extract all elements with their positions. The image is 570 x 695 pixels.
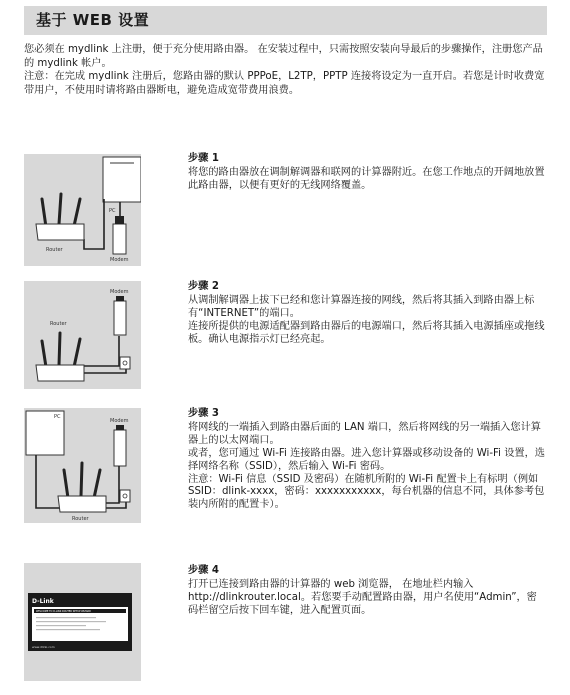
step4-text xyxy=(188,565,546,618)
step4-title: 步骤 4 xyxy=(188,565,220,576)
setup-wizard-heading: WELCOME TO D-LINK ROUTER SETUP WIZARD xyxy=(36,610,92,614)
step3-line-3: 注意：Wi-Fi 信息（SSID 及密码）在随机所附的 Wi-Fi 配置卡上有标明（例如 SSID：dlink-xxxx，密码：xxxxxxxxxxx，每台机器的信息不同，具体参考包装内所附的配置卡）。 xyxy=(188,473,545,511)
pc-label: PC xyxy=(54,414,61,420)
intro-paragraph-2: 注意：在完成 mydlink 注册后，您路由器的默认 PPPoE，L2TP，PPTP 连接将设定为一直开启。若您是计时收费宽带用户，不使用时请将路由器断电，避免造成宽带费用浪费。 xyxy=(24,71,545,96)
router-label: Router xyxy=(72,516,89,522)
modem-icon xyxy=(113,216,126,254)
browser-window-icon xyxy=(28,593,132,651)
step1-line-1: 将您的路由器放在调制解调器和联网的计算器附近。在您工作地点的开阔地放置此路由器，以便有更好的无线网络覆盖。 xyxy=(188,166,545,191)
modem-label: Modem xyxy=(110,418,129,424)
step3-illustration xyxy=(24,408,141,523)
section-title-bar xyxy=(24,6,547,35)
dlink-logo: D-Link xyxy=(32,598,54,605)
step3-line-1: 将网线的一端插入到路由器后面的 LAN 端口，然后将网线的另一端插入您计算器上的以太网端口。 xyxy=(188,421,541,446)
modem-icon xyxy=(114,425,126,466)
section-title: 基于 WEB 设置 xyxy=(36,11,150,29)
step4-line-1: 打开已连接到路由器的计算器的 web 浏览器， 在地址栏内输入 http://dlinkrouter.local。若您要手动配置路由器，用户名使用“Admin”，密码栏留空后按下回车键，进入配置页面。 xyxy=(188,578,537,616)
pc-icon xyxy=(103,157,141,202)
step3-text xyxy=(188,408,546,512)
router-icon xyxy=(36,333,84,381)
step3-title: 步骤 3 xyxy=(188,408,220,419)
intro-text xyxy=(24,43,549,97)
step2-line-1: 从调制解调器上拔下已经和您计算器连接的网线，然后将其插入到路由器上标有“INTERNET”的端口。 xyxy=(188,294,535,319)
step1-text xyxy=(188,153,546,193)
step2-line-2: 连接所提供的电源适配器到路由器后的电源端口，然后将其插入电源插座或拖线板。确认电源指示灯已经亮起。 xyxy=(188,320,545,345)
step2-illustration xyxy=(24,281,141,389)
power-outlet-icon xyxy=(120,490,130,502)
power-outlet-icon xyxy=(120,357,130,369)
router-icon xyxy=(58,463,106,512)
intro-paragraph-1: 您必须在 mydlink 上注册，便于充分使用路由器。 在安装过程中，只需按照安装向导最后的步骤操作，注册您产品的 mydlink 帐户。 xyxy=(24,44,543,69)
router-label: Router xyxy=(50,321,67,327)
step2-text xyxy=(188,281,546,347)
modem-label: Modem xyxy=(110,257,129,263)
modem-label: Modem xyxy=(110,289,129,295)
step2-title: 步骤 2 xyxy=(188,281,220,292)
step3-line-2: 或者，您可通过 Wi-Fi 连接路由器。进入您计算器或移动设备的 Wi-Fi 设置，选择网络名称（SSID），然后输入 Wi-Fi 密码。 xyxy=(188,447,545,472)
step4-illustration xyxy=(24,563,141,681)
router-icon xyxy=(36,194,84,240)
step1-illustration xyxy=(24,154,141,266)
dlink-url: www.dlink.com xyxy=(32,645,55,649)
router-label: Router xyxy=(46,247,63,253)
pc-label: PC xyxy=(109,208,116,214)
modem-icon xyxy=(114,296,126,335)
step1-title: 步骤 1 xyxy=(188,153,220,164)
